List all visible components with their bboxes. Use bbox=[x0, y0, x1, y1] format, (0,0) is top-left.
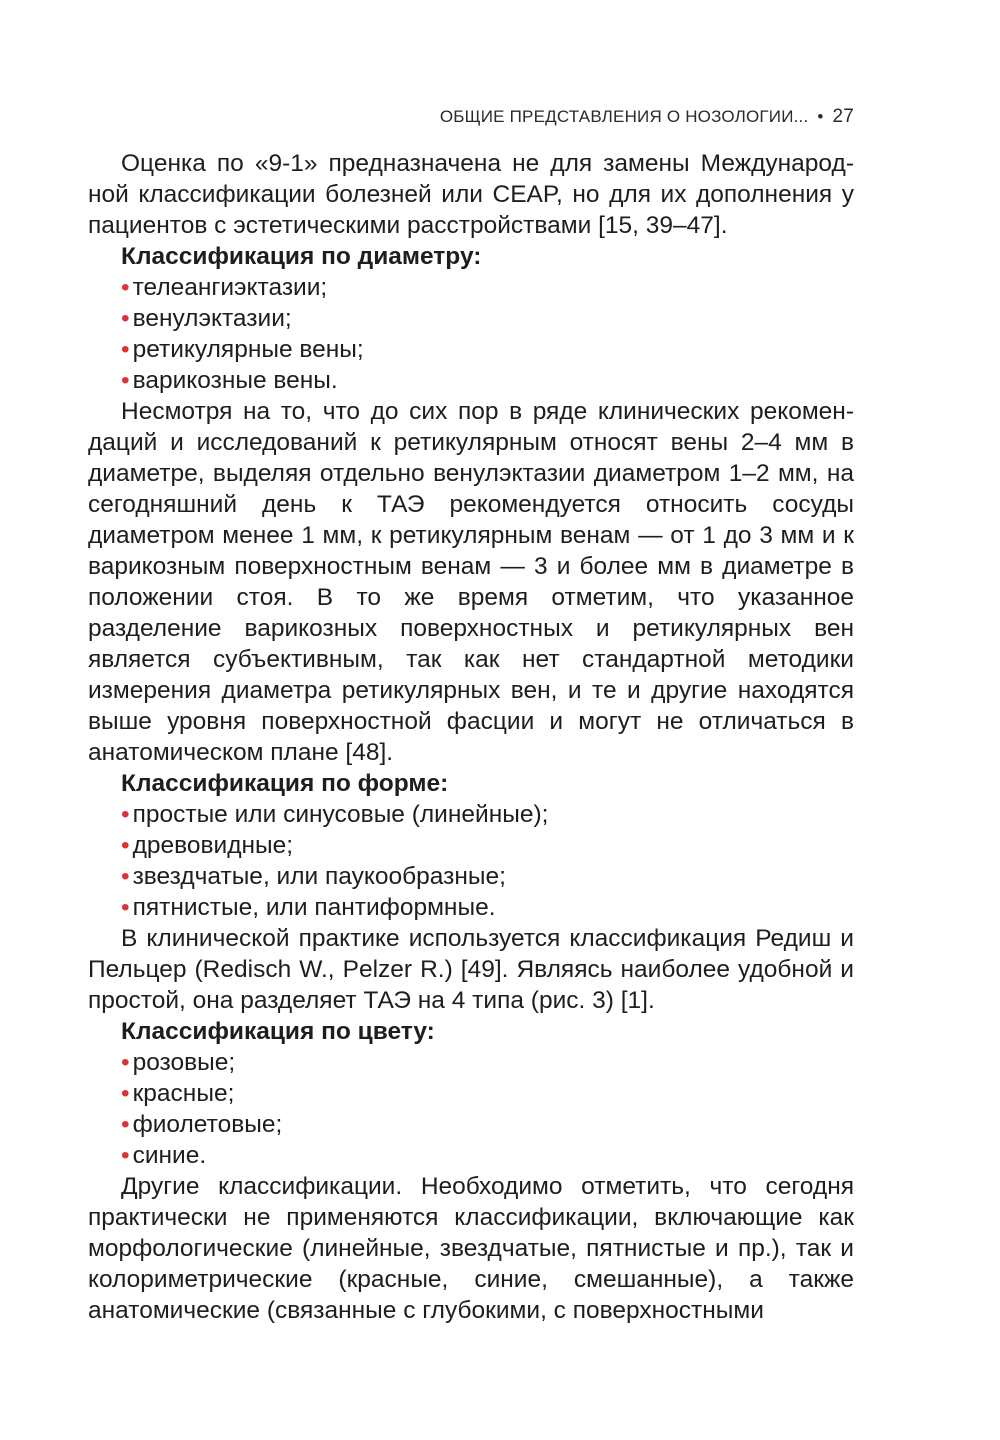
list-item bbox=[121, 892, 854, 923]
paragraph: В клинической практике используется классификация Редиш и Пельцер (Redisch W., Pelzer R.) [49]. Являясь наиболее удобной и простой, она разделяет ТАЭ на 4 типа (рис. 3) [1]. bbox=[88, 925, 854, 1014]
bullet-list bbox=[88, 799, 854, 923]
list-item-text: фиолетовые; bbox=[132, 1111, 283, 1138]
list-item bbox=[121, 861, 854, 892]
bullet-icon: • bbox=[121, 336, 130, 363]
list-item bbox=[121, 830, 854, 861]
list-item bbox=[121, 272, 854, 303]
bullet-icon: • bbox=[121, 1111, 130, 1138]
list-item-text: простые или синусовые (линейные); bbox=[132, 801, 549, 828]
bullet-icon: • bbox=[121, 832, 130, 859]
list-item-text: телеангиэктазии; bbox=[132, 274, 328, 301]
bullet-icon: • bbox=[121, 367, 130, 394]
list-item-text: звездчатые, или паукообразные; bbox=[132, 863, 506, 890]
bullet-icon: • bbox=[121, 274, 130, 301]
running-header bbox=[440, 106, 854, 128]
list-item-text: древовидные; bbox=[132, 832, 294, 859]
bullet-icon: • bbox=[121, 305, 130, 332]
list-item bbox=[121, 1140, 854, 1171]
bullet-icon: • bbox=[121, 894, 130, 921]
bullet-list bbox=[88, 272, 854, 396]
list-item bbox=[121, 1109, 854, 1140]
paragraph: Оценка по «9-1» предназначена не для замены Международной классификации болезней или CEAP, но для их дополнения у пациентов с эстетическими расстройствами [15, 39–47]. bbox=[88, 150, 854, 239]
section-heading: Классификация по цвету: bbox=[121, 1018, 435, 1045]
page-body bbox=[88, 148, 854, 1326]
list-item bbox=[121, 799, 854, 830]
list-item bbox=[121, 334, 854, 365]
list-item bbox=[121, 365, 854, 396]
list-item-text: варикозные вены. bbox=[132, 367, 338, 394]
paragraph: Несмотря на то, что до сих пор в ряде клинических рекомендаций и исследований к ретикулярным относят вены 2–4 мм в диаметре, выделяя отдельно венулэктазии диаметром 1–2 мм, на сегодняшний день к ТАЭ рекомендуется относить сосуды диаметром менее 1 мм, к ретикулярным венам — от 1 до 3 мм и к варикозным поверхностным венам — 3 и более мм в диаметре в положении стоя. В то же время отметим, что указанное разделение варикозных поверхностных и ретикулярных вен является субъективным, так как нет стандартной методики измерения диаметра ретикулярных вен, и те и другие находятся выше уровня поверхностной фасции и могут не отличаться в анатомическом плане [48]. bbox=[88, 398, 854, 766]
list-item-text: ретикулярные вены; bbox=[132, 336, 364, 363]
bullet-list bbox=[88, 1047, 854, 1171]
bullet-icon: • bbox=[121, 1080, 130, 1107]
paragraph: Другие классификации. Необходимо отметить, что сегодня практически не применяются классификации, включающие как морфологические (линейные, звездчатые, пятнистые и пр.), так и колориметрические (красные, синие, смешанные), а также анатомические (связанные с глубокими, с поверхностными bbox=[88, 1173, 854, 1324]
section-heading: Классификация по форме: bbox=[121, 770, 449, 797]
header-separator: • bbox=[817, 107, 824, 126]
list-item bbox=[121, 1047, 854, 1078]
list-item-text: розовые; bbox=[132, 1049, 236, 1076]
section-heading: Классификация по диаметру: bbox=[121, 243, 482, 270]
bullet-icon: • bbox=[121, 863, 130, 890]
bullet-icon: • bbox=[121, 801, 130, 828]
list-item bbox=[121, 303, 854, 334]
list-item-text: синие. bbox=[132, 1142, 207, 1169]
list-item-text: венулэктазии; bbox=[132, 305, 292, 332]
list-item bbox=[121, 1078, 854, 1109]
bullet-icon: • bbox=[121, 1049, 130, 1076]
page-number: 27 bbox=[832, 106, 854, 127]
running-title: ОБЩИЕ ПРЕДСТАВЛЕНИЯ О НОЗОЛОГИИ... bbox=[439, 107, 809, 126]
list-item-text: пятнистые, или пантиформные. bbox=[132, 894, 496, 921]
list-item-text: красные; bbox=[132, 1080, 235, 1107]
bullet-icon: • bbox=[121, 1142, 130, 1169]
